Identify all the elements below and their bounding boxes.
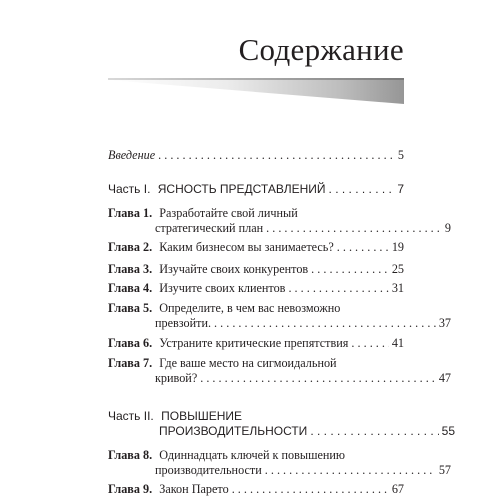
chapter-title: Каким бизнесом вы занимаетесь?	[159, 240, 334, 254]
chapter-label: Глава 3.	[108, 262, 153, 276]
part-label: Часть I.	[108, 182, 151, 196]
toc-chapter-1[interactable]	[108, 206, 451, 236]
page-number: 19	[391, 240, 404, 254]
toc-part-1[interactable]	[108, 182, 404, 197]
part-title-line-2: ПРОИЗВОДИТЕЛЬНОСТИ	[159, 424, 308, 438]
page-number: 57	[438, 463, 451, 477]
dot-leader	[232, 482, 389, 497]
page-title: Содержание	[238, 32, 404, 67]
toc-part-2[interactable]	[108, 409, 455, 439]
dot-leader	[158, 148, 395, 163]
toc-chapter-7[interactable]	[108, 356, 451, 386]
dot-leader	[311, 262, 389, 277]
dot-leader	[266, 221, 442, 236]
chapter-title-line-2: превзойти.	[155, 316, 212, 330]
dot-leader	[310, 424, 438, 439]
dot-leader	[200, 371, 436, 386]
chapter-title-line-2: стратегический план	[155, 221, 264, 235]
dot-leader	[351, 336, 388, 351]
chapter-label: Глава 1.	[108, 206, 153, 220]
chapter-title-line-1: Где ваше место на сигмоидальной	[159, 356, 337, 370]
chapter-label: Глава 8.	[108, 448, 153, 462]
page-number: 41	[391, 336, 404, 350]
chapter-title: Устраните критические препятствия	[159, 336, 349, 350]
toc-chapter-9[interactable]	[108, 482, 404, 497]
chapter-title-line-1: Разработайте свой личный	[159, 206, 298, 220]
title-underline-shade	[108, 78, 404, 104]
chapter-title-line-1: Одиннадцать ключей к повышению	[159, 448, 346, 462]
part-title: ЯСНОСТЬ ПРЕДСТАВЛЕНИЙ	[157, 182, 326, 196]
page-number: 47	[438, 371, 451, 385]
page-number: 7	[397, 182, 404, 196]
chapter-title-line-2: кривой?	[155, 371, 198, 385]
toc-chapter-3[interactable]	[108, 262, 404, 277]
intro-label: Введение	[108, 148, 156, 162]
toc-chapter-6[interactable]	[108, 336, 404, 351]
dot-leader	[329, 182, 395, 197]
toc-chapter-4[interactable]	[108, 281, 404, 296]
chapter-title-line-1: Определите, в чем вас невозможно	[159, 301, 341, 315]
dot-leader	[288, 281, 388, 296]
page-number: 31	[391, 281, 404, 295]
chapter-label: Глава 5.	[108, 301, 153, 315]
chapter-title-line-2: производительности	[155, 463, 262, 477]
chapter-label: Глава 7.	[108, 356, 153, 370]
toc-entry-intro[interactable]	[108, 148, 404, 163]
page-number: 5	[397, 148, 404, 162]
page-number: 37	[438, 316, 451, 330]
page-number: 25	[391, 262, 404, 276]
chapter-title: Изучайте своих конкурентов	[159, 262, 309, 276]
page-number: 9	[444, 221, 451, 235]
part-title-line-1: ПОВЫШЕНИЕ	[161, 409, 242, 423]
dot-leader	[337, 240, 389, 255]
toc-chapter-8[interactable]	[108, 448, 451, 478]
toc-chapter-2[interactable]	[108, 240, 404, 255]
chapter-title: Изучите своих клиентов	[159, 281, 286, 295]
chapter-label: Глава 4.	[108, 281, 153, 295]
page-number: 55	[441, 424, 455, 438]
chapter-label: Глава 9.	[108, 482, 153, 496]
chapter-title: Закон Парето	[159, 482, 229, 496]
toc-chapter-5[interactable]	[108, 301, 451, 331]
page-number: 67	[391, 482, 404, 496]
chapter-label: Глава 2.	[108, 240, 153, 254]
chapter-label: Глава 6.	[108, 336, 153, 350]
title-underline	[108, 78, 404, 80]
part-label: Часть II.	[108, 409, 154, 423]
dot-leader	[265, 463, 436, 478]
dot-leader	[214, 316, 436, 331]
